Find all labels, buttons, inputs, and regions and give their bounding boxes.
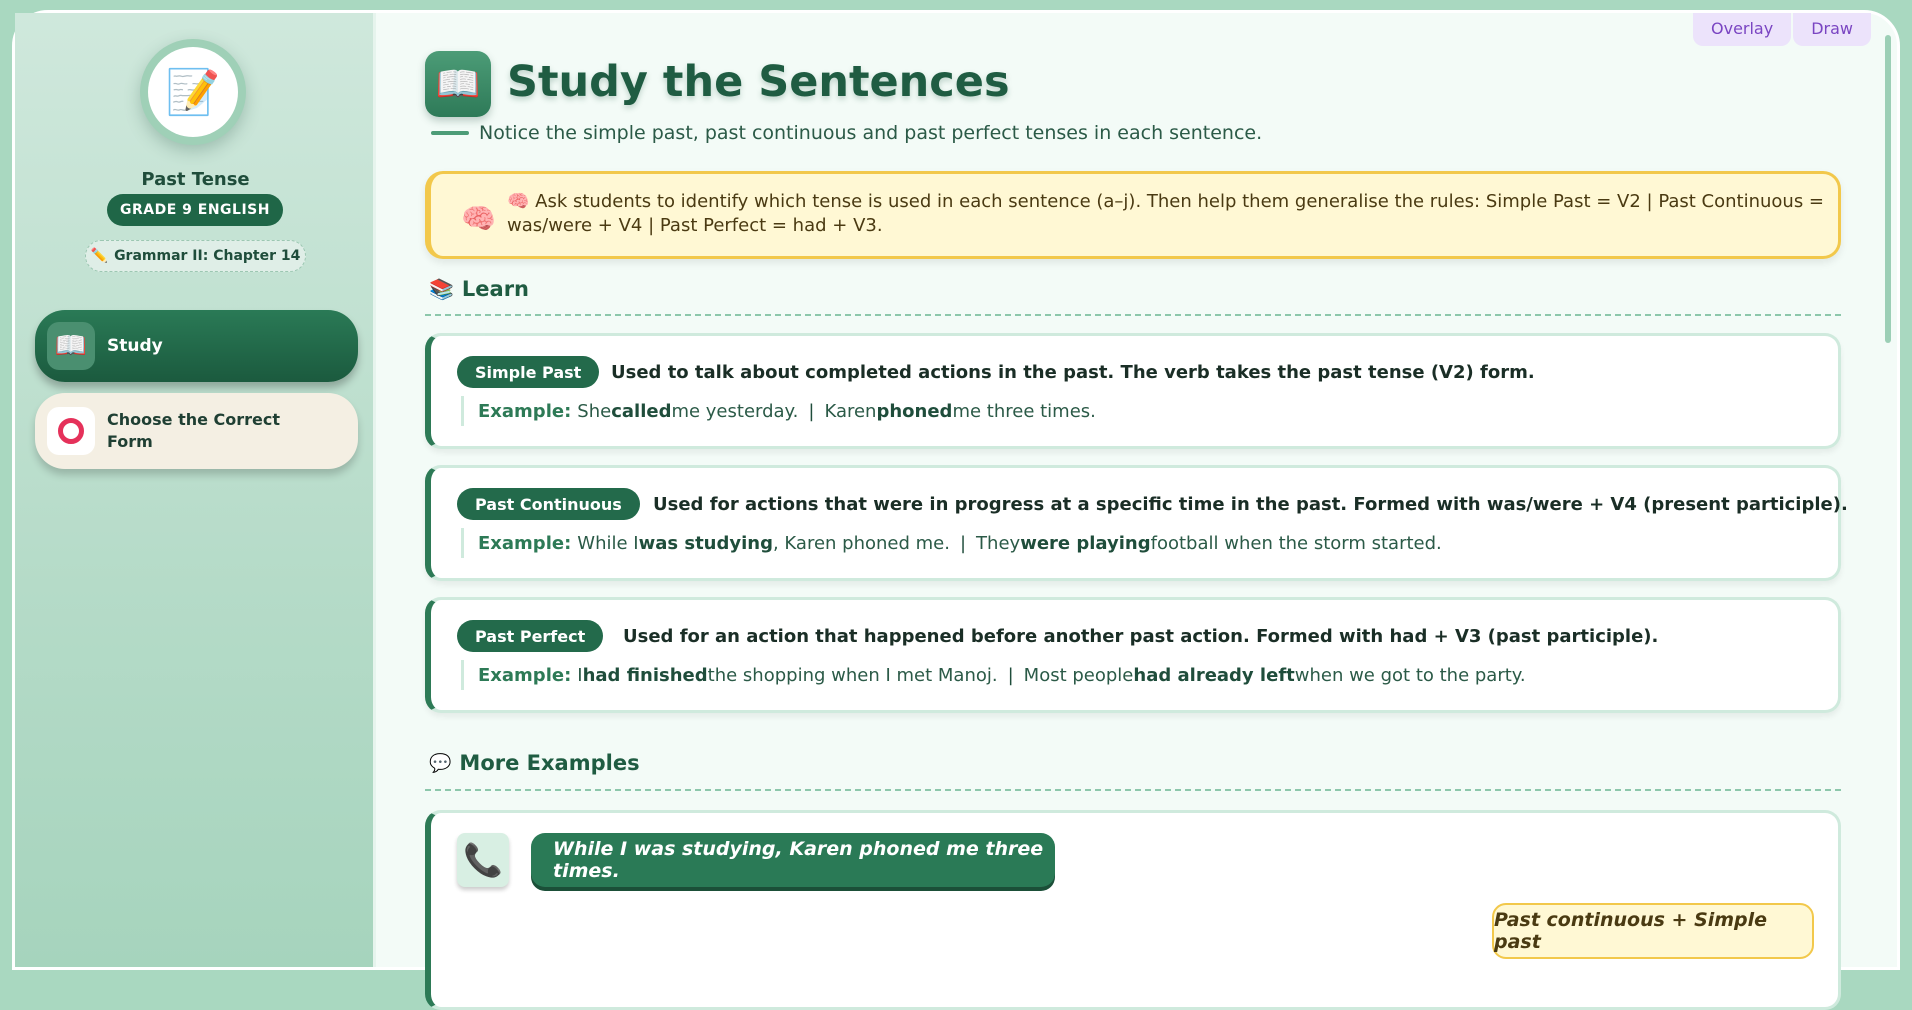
example-answer[interactable]: Past continuous + Simple past — [1492, 903, 1814, 959]
sidebar-item-choose-form[interactable] — [35, 393, 358, 469]
example-verb: called — [611, 400, 672, 422]
tense-description: Used for actions that were in progress at a specific time in the past. Formed with was/were + V4 (present participle). — [653, 494, 1848, 515]
example-label: Example: — [478, 400, 572, 422]
sidebar-item-label: Study — [107, 336, 163, 356]
sidebar-item-study[interactable] — [35, 310, 358, 382]
example-text: Most people — [1023, 664, 1134, 686]
example-text: football when the storm started. — [1150, 532, 1442, 554]
book-icon: 📖 — [425, 51, 491, 117]
example-text: She — [577, 400, 612, 422]
tense-card-past-perfect — [425, 597, 1841, 713]
books-icon: 📚 — [429, 277, 454, 301]
tense-pill: Past Continuous — [457, 488, 640, 520]
more-examples-heading — [429, 751, 640, 775]
sidebar-item-label: Choose the Correct Form — [107, 410, 281, 451]
draw-button[interactable]: Draw — [1793, 13, 1871, 46]
top-toolbar — [1693, 13, 1871, 46]
phone-icon: 📞 — [457, 833, 509, 887]
subtitle-accent — [431, 131, 469, 135]
example-separator: | — [808, 400, 815, 422]
example-text: , Karen phoned me. — [772, 532, 950, 554]
tense-description: Used to talk about completed actions in the past. The verb takes the past tense (V2) form. — [611, 362, 1535, 383]
open-book-icon: 📖 — [47, 322, 95, 370]
example-verb: had already left — [1133, 664, 1295, 686]
grade-badge: GRADE 9 ENGLISH — [107, 194, 283, 226]
example-verb: had finished — [582, 664, 708, 686]
learn-heading — [429, 277, 529, 301]
speech-bubble-icon: 💬 — [429, 752, 452, 774]
tense-pill: Past Perfect — [457, 620, 603, 652]
tense-example — [461, 396, 1096, 426]
sidebar — [15, 13, 376, 967]
example-text: Karen — [824, 400, 877, 422]
tip-text: 🧠 Ask students to identify which tense is used in each sentence (a–j). Then help them generalise the rules: Simple Past = V2 | Past Continuous = was/were + V4 | Past Perfect = had + V3. — [507, 191, 1825, 236]
example-text: I — [577, 664, 583, 686]
example-label: Example: — [478, 532, 572, 554]
main-content — [425, 13, 1865, 967]
example-separator: | — [1007, 664, 1014, 686]
teacher-tip — [425, 171, 1841, 259]
chapter-badge — [85, 240, 306, 272]
example-verb: were playing — [1020, 532, 1151, 554]
memo-icon: 📝 — [148, 47, 238, 137]
example-separator: | — [959, 532, 967, 554]
example-verb: was studying — [638, 532, 773, 554]
app-frame — [12, 10, 1900, 970]
example-card — [425, 810, 1841, 1010]
tense-example — [461, 660, 1526, 690]
section-divider — [425, 789, 1841, 791]
example-text: While I — [577, 532, 639, 554]
example-verb: phoned — [876, 400, 953, 422]
page-subtitle: Notice the simple past, past continuous and past perfect tenses in each sentence. — [479, 122, 1263, 144]
tense-example — [461, 528, 1442, 558]
tense-description: Used for an action that happened before another past action. Formed with had + V3 (past participle). — [623, 626, 1659, 647]
example-text: when we got to the party. — [1294, 664, 1526, 686]
example-text: They — [976, 532, 1021, 554]
section-divider — [425, 314, 1841, 316]
ring-icon — [47, 407, 95, 455]
example-label: Example: — [478, 664, 572, 686]
example-text: me yesterday. — [671, 400, 799, 422]
example-sentence: While I was studying, Karen phoned me three times. — [531, 833, 1055, 887]
chapter-label: Grammar II: Chapter 14 — [114, 248, 301, 264]
tense-pill: Simple Past — [457, 356, 599, 388]
brain-icon: 🧠 — [461, 202, 496, 235]
lesson-avatar — [140, 39, 246, 145]
pencil-icon: ✏️ — [90, 248, 109, 264]
example-text: the shopping when I met Manoj. — [707, 664, 998, 686]
overlay-button[interactable]: Overlay — [1693, 13, 1791, 46]
more-examples-label: More Examples — [459, 751, 640, 775]
example-text: me three times. — [952, 400, 1096, 422]
tense-card-past-continuous — [425, 465, 1848, 581]
lesson-title: Past Tense — [141, 169, 250, 190]
learn-heading-label: Learn — [461, 277, 530, 301]
page-title: Study the Sentences — [507, 57, 1010, 107]
scrollbar[interactable] — [1885, 35, 1891, 343]
tense-card-simple-past — [425, 333, 1841, 449]
